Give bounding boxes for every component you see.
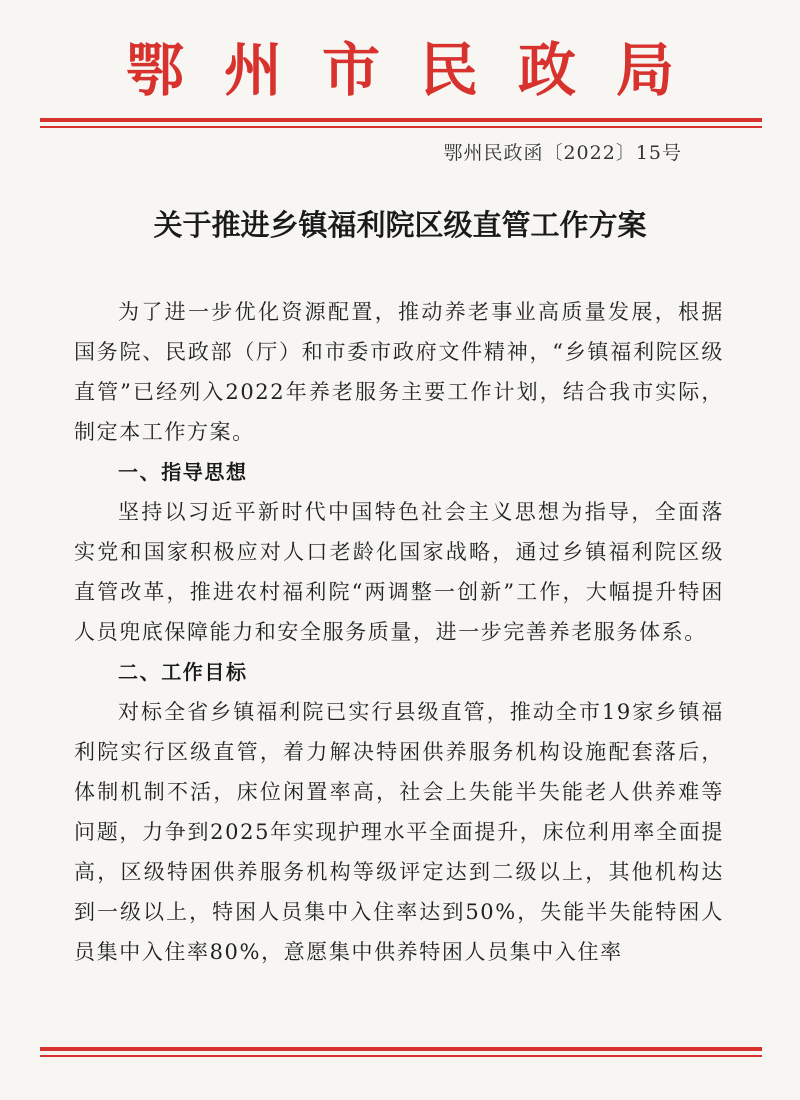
section-paragraph-work-goals: 对标全省乡镇福利院已实行县级直管，推动全市19家乡镇福利院实行区级直管，着力解决特困供养服务机构设施配套落后，体制机制不活，床位闲置率高，社会上失能半失能老人供养难等问题，力争到2025年实现护理水平全面提升，床位利用率全面提高，区级特困供养服务机构等级评定达到二级以上，其他机构达到一级以上，特困人员集中入住率达到50%，失能半失能特困人员集中入住率80%，意愿集中供养特困人员集中入住率 (74, 700, 724, 964)
footer-red-rule-thin (40, 1055, 762, 1057)
letterhead-red-rule-thin (40, 126, 762, 128)
letterhead-agency-name: 鄂州市民政局 (125, 36, 714, 104)
document-number: 鄂州民政函〔2022〕15号 (443, 142, 682, 164)
footer-red-rule-thick (40, 1047, 762, 1051)
letterhead-red-rule-thick (40, 118, 762, 122)
intro-paragraph: 为了进一步优化资源配置，推动养老事业高质量发展，根据国务院、民政部（厅）和市委市政府文件精神，“乡镇福利院区级直管”已经列入2022年养老服务主要工作计划，结合我市实际，制定本工作方案。 (74, 300, 724, 444)
section-heading-work-goals: 二、工作目标 (118, 660, 248, 684)
document-title: 关于推进乡镇福利院区级直管工作方案 (153, 208, 647, 242)
document-body (74, 292, 724, 972)
section-paragraph-guiding-ideology: 坚持以习近平新时代中国特色社会主义思想为指导，全面落实党和国家积极应对人口老龄化国家战略，通过乡镇福利院区级直管改革，推进农村福利院“两调整一创新”工作，大幅提升特困人员兜底保障能力和安全服务质量，进一步完善养老服务体系。 (74, 500, 724, 644)
section-heading-guiding-ideology: 一、指导思想 (118, 460, 248, 484)
